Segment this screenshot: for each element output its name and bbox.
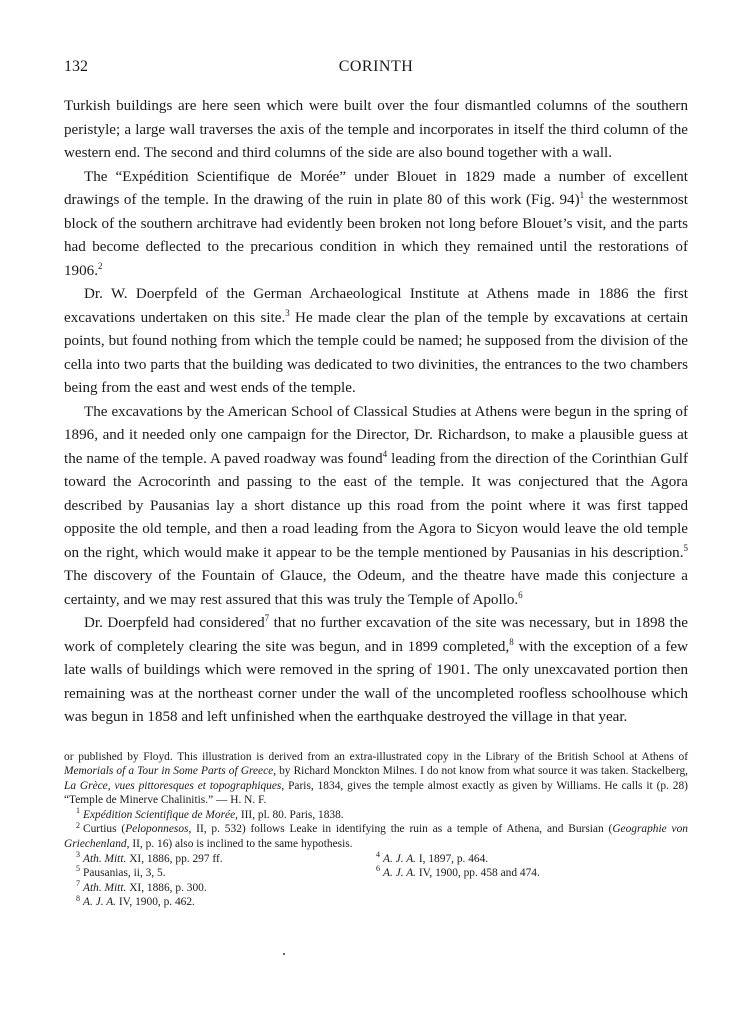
page [64, 58, 688, 910]
stray-ink-dot [283, 953, 285, 955]
footnote-5: $^5$ Pausanias, ii, 3, 5. [76, 864, 166, 880]
paragraph-2: The “Expédition Scientifique de Morée” under Blouet in 1829 made a number of excellent drawings of the temple. In the drawing of the ruin in plate 80 of this work (Fig. 94)$^1$ the westernmost block of the southern architrave had evidently been broken not long before Blouet’s visit, and the parts had become deflected to the precarious condition in which they remained until the restorations of 1906.$^2$ [64, 168, 689, 279]
footnote-ref-8[interactable]: 8 [509, 636, 514, 647]
footnote-ref-3[interactable]: 3 [285, 307, 290, 318]
footnote-ref-2[interactable]: 2 [97, 260, 103, 271]
paragraph-4: The excavations by the American School of Classical Studies at Athens were begun in the spring of 1896, and it needed only one campaign for the Director, Dr. Richardson, to make a plausible guess at the name of the temple. A paved roadway was found$^4$ leading from the direction of the Corinthian Gulf toward the Acrocorinth and passing to the east of the temple. It was conjectured that the Agora described by Pausanias lay a short distance up this road from the point where it was first tapped opposite the old temple, and then a road leading from the Agora to Sicyon would leave the old temple on the right, which would make it appear to be the temple mentioned by Pausanias in his description.$^5$ The discovery of the Fountain of Glauce, the Odeum, and the theatre have made this conjecture a certainty, and we may rest assured that this was truly the Temple of Apollo.$^6$ [64, 403, 689, 608]
footnote-8: $^8$ A. J. A. IV, 1900, p. 462. [76, 893, 195, 909]
paragraph-1: Turkish buildings are here seen which were built over the four dismantled columns of the southern peristyle; a large wall traverses the axis of the temple and incorporates in itself the third column of the western end. The second and third columns of the side are also bound together with a wall. [64, 98, 688, 161]
body-text [64, 95, 688, 730]
footnote-7: $^7$ Ath. Mitt. XI, 1886, p. 300. [76, 879, 207, 894]
running-title: CORINTH [338, 58, 414, 75]
footnote-continuation: or published by Floyd. This illustration is derived from an extra-illustrated copy in the Library of the British School at Athens of Memorials of a Tour in Some Parts of Greece, by Richard Monckton Milnes. I do not know from what source it was taken. Stackelberg, La Grèce, vues pittoresques et topographiques, Paris, 1834, gives the temple almost exactly as given by Williams. He calls it (p. 28) “Temple de Minerve Chalinitis.” — H. N. F. [64, 750, 688, 807]
footnote-3: $^3$ Ath. Mitt. XI, 1886, pp. 297 ff. [76, 849, 223, 865]
footnote-ref-5[interactable]: 5 [683, 542, 688, 553]
footnote-4: $^4$ A. J. A. I, 1897, p. 464. [376, 849, 489, 865]
footnotes [64, 750, 688, 911]
footnote-row-5-6 [64, 866, 688, 881]
footnote-1: $^1$ Expédition Scientifique de Morée, III, pl. 80. Paris, 1838. [76, 806, 344, 821]
footnote-ref-6[interactable]: 6 [518, 589, 523, 600]
footnote-6: $^6$ A. J. A. IV, 1900, pp. 458 and 474. [376, 864, 540, 880]
paragraph-3: Dr. W. Doerpfeld of the German Archaeological Institute at Athens made in 1886 the first excavations undertaken on this site.$^3$ He made clear the plan of the temple by excavations at certain points, but found nothing from which the temple could be named; he supposed from the division of the cella into two parts that the building was dedicated to two divinities, the entrances to the two chambers being from the east and west ends of the temple. [64, 286, 689, 396]
footnote-ref-4[interactable]: 4 [382, 448, 388, 459]
footnote-2: $^2$ Curtius (Peloponnesos, II, p. 532) follows Leake in identifying the ruin as a temple of Athena, and Bursian (Geographie von Griechenland, II, p. 16) also is inclined to the same hypothesis. [64, 820, 689, 851]
footnote-ref-7[interactable]: 7 [264, 612, 270, 623]
paragraph-5: Dr. Doerpfeld had considered$^7$ that no further excavation of the site was necessary, but in 1898 the work of completely clearing the site was begun, and in 1899 completed,$^8$ with the exception of a few late walls of buildings which were removed in the spring of 1901. The only unexcavated portion then remaining was at the northeast corner under the wall of the uncompleted roofless schoolhouse which was begun in 1858 and left unfinished when the earthquake destroyed the village in that year. [64, 612, 688, 725]
page-header [64, 58, 688, 82]
footnote-ref-1[interactable]: 1 [579, 189, 585, 200]
page-number: 132 [64, 58, 88, 75]
